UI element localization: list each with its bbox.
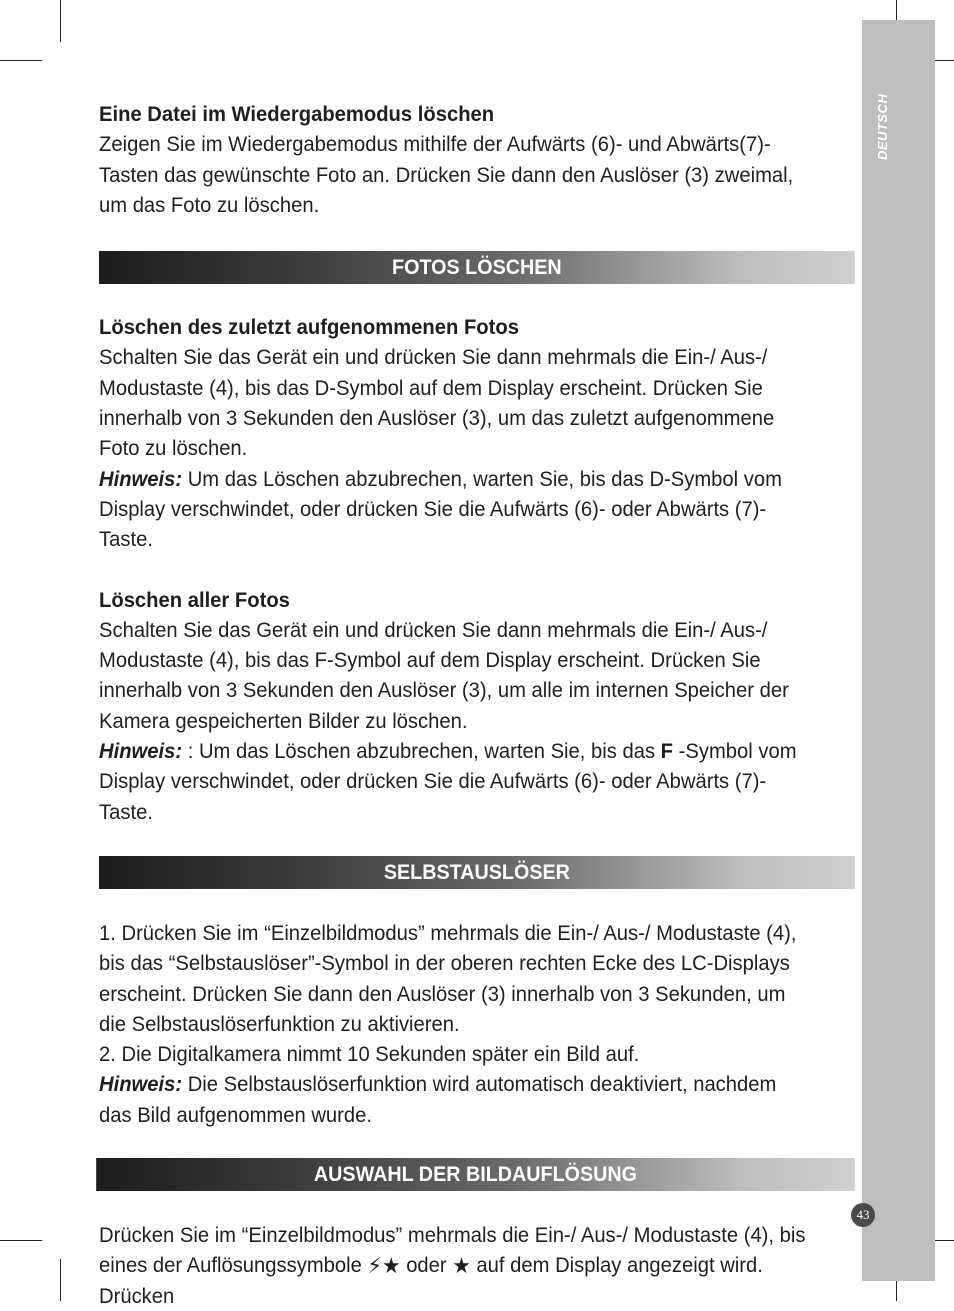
note-text: Um das Löschen abzubrechen, warten Sie, bis das D-Symbol vom Display verschwindet, oder drücken Sie die Aufwärts (6)- oder Abwärts (7)-Taste.: [99, 466, 782, 552]
self-timer-step-2: 2. Die Digitalkamera nimmt 10 Sekunden später ein Bild auf.: [99, 1042, 640, 1067]
delete-all-heading: Löschen aller Fotos: [99, 587, 290, 612]
self-timer-step-1: 1. Drücken Sie im “Einzelbildmodus” mehrmals die Ein-/ Aus-/ Modustaste (4), bis das “Selbstauslöser”-Symbol in der oberen rechten Ecke des LC-Displays erscheint. Drücken Sie dann den Auslöser (3) innerhalb von 3 Sekunden, um die Selbstauslöserfunktion zu aktivieren.: [99, 920, 797, 1036]
note-label: Hinweis:: [99, 739, 183, 764]
section-bar-bildaufloesung: AUSWAHL DER BILDAUFLÖSUNG: [96, 1158, 855, 1191]
note-text: Die Selbstauslöserfunktion wird automatisch deaktiviert, nachdem das Bild aufgenommen wurde.: [99, 1072, 777, 1127]
crop-mark: [60, 1259, 61, 1301]
delete-last-text: Schalten Sie das Gerät ein und drücken Sie dann mehrmals die Ein-/ Aus-/ Modustaste (4), bis das D-Symbol auf dem Display erscheint. Drücken Sie innerhalb von 3 Sekunden den Auslöser (3), um das zuletzt aufgenommene Foto zu löschen.: [99, 345, 775, 461]
delete-last-note: [99, 464, 810, 555]
self-timer-note: [99, 1069, 810, 1130]
crop-mark: [0, 1240, 42, 1241]
section-bar-selbstausloeser: SELBSTAUSLÖSER: [99, 856, 855, 889]
section-bar-fotos-loeschen: FOTOS LÖSCHEN: [99, 251, 855, 284]
language-sidebar: [862, 20, 935, 1281]
crop-mark: [60, 0, 61, 42]
page-number: 43: [851, 1203, 875, 1227]
note-label: Hinweis:: [99, 466, 183, 491]
resolution-text: Drücken Sie im “Einzelbildmodus” mehrmals die Ein-/ Aus-/ Modustaste (4), bis eines der Auflösungssymbole ⚡★ oder ★ auf dem Display angezeigt wird. Drücken: [99, 1223, 806, 1308]
intro-heading: Eine Datei im Wiedergabemodus löschen: [99, 102, 495, 126]
double-star-icon: ⚡★: [367, 1253, 401, 1279]
delete-all-note: [99, 736, 810, 827]
delete-last-heading: Löschen des zuletzt aufgenommenen Fotos: [99, 315, 519, 340]
language-label: DEUTSCH: [875, 93, 890, 160]
delete-all-text: Schalten Sie das Gerät ein und drücken Sie dann mehrmals die Ein-/ Aus-/ Modustaste (4), bis das F-Symbol auf dem Display erscheint. Drücken Sie innerhalb von 3 Sekunden den Auslöser (3), um alle im internen Speicher der Kamera gespeicherten Bilder zu löschen.: [99, 617, 789, 733]
f-symbol-text: F: [660, 739, 674, 764]
intro-text: Zeigen Sie im Wiedergabemodus mithilfe der Aufwärts (6)- und Abwärts(7)-Tasten das gewünschte Foto an. Drücken Sie dann den Auslöser (3) zweimal, um das Foto zu löschen.: [99, 132, 794, 217]
note-label: Hinweis:: [99, 1072, 183, 1097]
page-content: [99, 99, 810, 1311]
star-icon: ★: [452, 1253, 471, 1279]
note-text: : Um das Löschen abzubrechen, warten Sie, bis das: [182, 739, 661, 764]
note-text: -Symbol vom Display verschwindet, oder drücken Sie die Aufwärts (6)- oder Abwärts (7)-Taste.: [99, 739, 797, 824]
crop-mark: [0, 60, 42, 61]
